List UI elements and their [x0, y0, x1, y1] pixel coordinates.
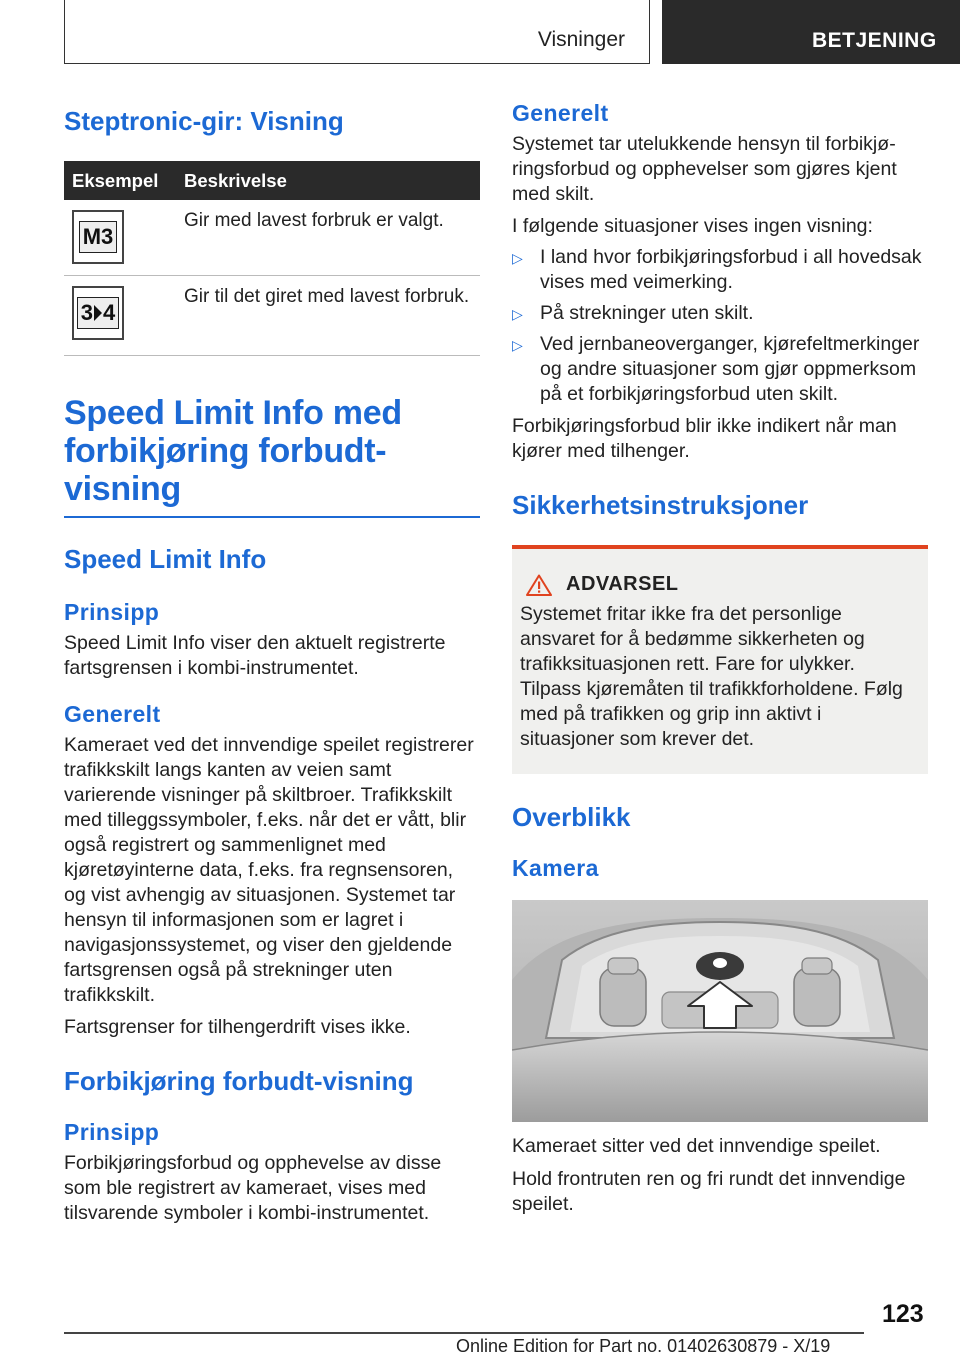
title-divider	[64, 516, 480, 518]
sli-heading: Speed Limit Info	[64, 543, 267, 574]
sli-generelt-heading: Generelt	[64, 700, 161, 727]
gear-m3-icon: M3	[72, 210, 124, 264]
fbv-prinsipp-heading: Prinsipp	[64, 1118, 160, 1145]
page-number: 123	[882, 1300, 924, 1328]
trailer-note: Forbikjøringsforbud blir ikke indikert når man kjører med tilhenger.	[512, 415, 897, 462]
no-display-intro: I følgende situasjoner vises ingen visning:	[512, 215, 873, 237]
gear-display-table	[64, 161, 480, 356]
warning-box	[512, 545, 928, 774]
sli-trailer-text: Fartsgrenser for tilhengerdrift vises ikke.	[64, 1015, 411, 1038]
table-row	[64, 275, 480, 355]
right-column	[512, 100, 928, 1217]
sli-generelt-text: Kameraet ved det innvendige speilet registrerer trafikkskilt langs kanten av veien samt varierende visninger på skiltbroer. Trafikkskilt med tilleggssymboler, f.eks. når det er vått, blir også registrert og sammenlignet med kjøretøyinterne data, f.eks. fra regnsensoren, og vist avhengig av situasjonen. Systemet tar hensyn til informasjonen som er lagret i navigasjonssystemet, og viser den gjeldende fartsgrensen også på strekninger uten trafikkskilt.	[64, 733, 474, 1006]
list-item: ▷ I land hvor forbikjøringsforbud i all hovedsak vises med veimerking.	[512, 246, 922, 293]
triangle-bullet-icon: ▷	[512, 250, 523, 266]
warning-text: Systemet fritar ikke fra det personlige ansvaret for å bedømme sikkerheten og trafikksituasjonen rett. Fare for ulykker. Tilpass kjøremåten til trafikkforholdene. Følg med på trafikken og grip inn aktivt i situasjoner som krever det.	[520, 603, 903, 750]
fbv-prinsipp-text: Forbikjøringsforbud og opphevelse av disse som ble registrert av kameraet, vises med tilsvarende symboler i kombi-instrumentet.	[64, 1151, 442, 1224]
chapter-tab	[662, 0, 960, 64]
header-frame	[64, 0, 650, 64]
table-header-example: Eksempel	[64, 161, 174, 200]
section-title: Visninger	[537, 28, 625, 51]
footer-divider	[64, 1332, 864, 1334]
arrow-right-icon	[94, 305, 102, 321]
steptronic-heading: Steptronic-gir: Visning	[64, 106, 344, 136]
overblikk-heading: Overblikk	[512, 802, 631, 832]
sli-prinsipp-heading: Prinsipp	[64, 598, 160, 625]
generelt-heading: Generelt	[512, 100, 609, 126]
generelt-text: Systemet tar utelukkende hensyn til forbikjøringsforbud og opphevelser som gjøres kjent med skilt.	[512, 133, 897, 205]
camera-caption: Kameraet sitter ved det innvendige speilet.	[512, 1135, 881, 1157]
warning-label: ADVARSEL	[566, 573, 679, 595]
no-display-list	[512, 245, 928, 407]
table-row	[64, 200, 480, 275]
table-cell-description: Gir med lavest forbruk er valgt.	[174, 200, 480, 275]
triangle-bullet-icon: ▷	[512, 306, 523, 322]
left-column	[64, 100, 480, 1226]
kamera-heading: Kamera	[512, 855, 599, 881]
list-item: ▷ Ved jernbaneoverganger, kjørefeltmerkinger og andre situasjoner som gjør oppmerksom på et forbikjøringsforbud uten skilt.	[512, 333, 920, 405]
camera-location-image	[512, 900, 928, 1122]
safety-heading: Sikkerhetsinstruksjoner	[512, 490, 809, 520]
gear-shift-up-icon: 3 4	[72, 286, 124, 340]
chapter-title: Speed Limit Info med forbikjøring forbudt-visning	[64, 393, 402, 508]
camera-hint: Hold frontruten ren og fri rundt det innvendige speilet.	[512, 1168, 906, 1215]
chapter-label: BETJENING	[812, 29, 937, 52]
sli-prinsipp-text: Speed Limit Info viser den aktuelt registrerte fartsgrensen i kombi-instrumentet.	[64, 631, 446, 679]
table-header-description: Beskrivelse	[174, 161, 480, 200]
fbv-heading: Forbikjøring forbudt-visning	[64, 1065, 414, 1096]
table-cell-description: Gir til det giret med lavest forbruk.	[174, 275, 480, 355]
triangle-bullet-icon: ▷	[512, 337, 523, 353]
warning-triangle-icon	[526, 574, 552, 596]
list-item: ▷ På strekninger uten skilt.	[512, 301, 928, 326]
edition-info: Online Edition for Part no. 01402630879 - X/19	[456, 1336, 831, 1356]
